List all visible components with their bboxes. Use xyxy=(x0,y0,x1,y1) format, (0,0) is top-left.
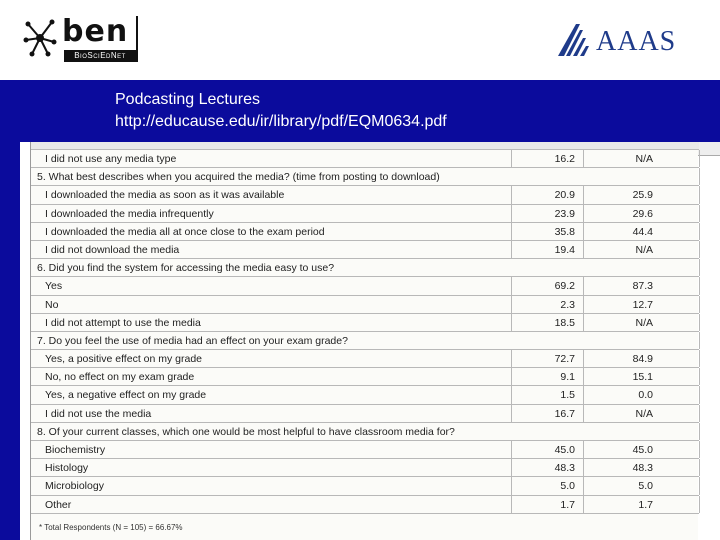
column-divider xyxy=(511,205,512,222)
column-divider xyxy=(583,496,584,513)
column-divider xyxy=(699,368,700,385)
column-divider xyxy=(511,386,512,403)
percent-users-value: 29.6 xyxy=(632,207,653,220)
column-divider xyxy=(699,477,700,494)
source-url: http://educause.edu/ir/library/pdf/EQM0634.pdf xyxy=(115,113,447,130)
percent-all-value: 20.9 xyxy=(554,189,575,202)
percent-users-value: 87.3 xyxy=(632,280,653,293)
survey-results-table xyxy=(30,142,698,540)
table-row xyxy=(31,296,699,314)
column-divider xyxy=(583,205,584,222)
table-row xyxy=(31,277,699,295)
column-divider xyxy=(511,368,512,385)
answer-label: No, no effect on my exam grade xyxy=(45,371,195,384)
column-divider xyxy=(583,386,584,403)
question-text: 5. What best describes when you acquired the media? (time from posting to download) xyxy=(37,171,440,184)
percent-users-value: 84.9 xyxy=(632,353,653,366)
column-divider xyxy=(699,259,700,276)
table-row xyxy=(31,405,699,423)
question-text: 7. Do you feel the use of media had an effect on your exam grade? xyxy=(37,334,348,347)
answer-label: I downloaded the media all at once close to the exam period xyxy=(45,225,325,238)
percent-all-value: 45.0 xyxy=(554,444,575,456)
table-row xyxy=(31,477,699,495)
column-divider xyxy=(583,459,584,476)
percent-users-value: 15.1 xyxy=(632,371,653,384)
answer-label: Yes, a negative effect on my grade xyxy=(45,389,207,402)
percent-users-value: 12.7 xyxy=(632,298,653,311)
percent-users-value: 5.0 xyxy=(638,480,653,493)
column-divider xyxy=(511,223,512,240)
aaas-logo xyxy=(556,22,676,58)
percent-users-value: N/A xyxy=(635,243,653,256)
percent-all-value: 9.1 xyxy=(560,371,575,384)
answer-label: I did not attempt to use the media xyxy=(45,316,201,329)
answer-label: I did not use the media xyxy=(45,407,152,420)
answer-label: I downloaded the media as soon as it was available xyxy=(45,189,285,202)
column-divider xyxy=(699,332,700,349)
column-divider xyxy=(583,223,584,240)
column-divider xyxy=(699,241,700,258)
ben-logo xyxy=(22,14,140,66)
column-divider xyxy=(699,277,700,294)
question-row xyxy=(31,423,699,441)
column-divider xyxy=(583,296,584,313)
column-divider xyxy=(583,405,584,422)
percent-all-value: 69.2 xyxy=(554,280,575,293)
column-divider xyxy=(511,241,512,258)
table-row xyxy=(31,386,699,404)
percent-all-value: 72.7 xyxy=(554,353,575,366)
column-divider xyxy=(511,296,512,313)
column-divider xyxy=(583,477,584,494)
table-row xyxy=(31,186,699,204)
column-divider xyxy=(583,441,584,458)
answer-label: No xyxy=(45,298,59,311)
question-row xyxy=(31,259,699,277)
ben-logo-subtitle: BioSciEdNet xyxy=(64,50,136,62)
slide-title: Podcasting Lectures xyxy=(115,91,260,108)
table-row xyxy=(31,350,699,368)
column-divider xyxy=(511,477,512,494)
percent-all-value: 48.3 xyxy=(554,462,575,475)
column-divider xyxy=(511,405,512,422)
percent-users-value: N/A xyxy=(635,316,653,329)
column-divider xyxy=(583,241,584,258)
column-divider xyxy=(583,368,584,385)
column-divider xyxy=(699,314,700,331)
answer-label: Biochemistry xyxy=(45,444,106,456)
percent-all-value: 1.7 xyxy=(560,498,575,511)
answer-label: I downloaded the media infrequently xyxy=(45,207,214,220)
column-divider xyxy=(699,223,700,240)
column-divider xyxy=(511,459,512,476)
column-divider xyxy=(699,168,700,185)
question-text: 8. Of your current classes, which one would be most helpful to have classroom media for? xyxy=(37,425,455,438)
percent-users-value: 44.4 xyxy=(632,225,653,238)
table-row xyxy=(31,368,699,386)
column-divider xyxy=(583,186,584,203)
column-divider xyxy=(699,405,700,422)
column-divider xyxy=(511,277,512,294)
percent-all-value: 16.7 xyxy=(554,407,575,420)
column-divider xyxy=(583,350,584,367)
table-footnote: * Total Respondents (N = 105) = 66.67% xyxy=(39,523,183,532)
column-divider xyxy=(699,350,700,367)
column-divider xyxy=(699,150,700,167)
table-row xyxy=(31,459,699,477)
percent-all-value: 1.5 xyxy=(560,389,575,402)
table-row xyxy=(31,314,699,332)
column-divider xyxy=(699,496,700,513)
column-divider xyxy=(699,186,700,203)
percent-users-value: 0.0 xyxy=(638,389,653,402)
percent-all-value: 5.0 xyxy=(560,480,575,493)
table-row xyxy=(31,496,699,514)
answer-label: Microbiology xyxy=(45,480,104,493)
column-divider xyxy=(511,350,512,367)
ben-logo-text: ben xyxy=(62,14,129,49)
column-divider xyxy=(699,386,700,403)
percent-users-value: 1.7 xyxy=(638,498,653,511)
scan-toolbar-remnant xyxy=(31,142,699,150)
percent-users-value: 48.3 xyxy=(632,462,653,475)
answer-label: Histology xyxy=(45,462,89,475)
percent-all-value: 23.9 xyxy=(554,207,575,220)
question-row xyxy=(31,168,699,186)
table-body xyxy=(31,150,699,514)
column-divider xyxy=(699,459,700,476)
column-divider xyxy=(583,277,584,294)
scan-edge xyxy=(698,142,720,156)
column-divider xyxy=(511,441,512,458)
answer-label: Yes xyxy=(45,280,63,293)
column-divider xyxy=(511,314,512,331)
table-row xyxy=(31,223,699,241)
percent-all-value: 16.2 xyxy=(554,153,575,165)
column-divider xyxy=(699,441,700,458)
question-text: 6. Did you find the system for accessing the media easy to use? xyxy=(37,262,335,275)
column-divider xyxy=(583,150,584,167)
percent-users-value: 45.0 xyxy=(632,444,653,456)
table-row xyxy=(31,441,699,459)
column-divider xyxy=(583,314,584,331)
percent-all-value: 2.3 xyxy=(560,298,575,311)
percent-all-value: 18.5 xyxy=(554,316,575,329)
column-divider xyxy=(699,423,700,440)
network-icon xyxy=(22,18,58,58)
percent-users-value: N/A xyxy=(635,153,653,165)
left-accent-strip xyxy=(0,142,20,540)
percent-users-value: N/A xyxy=(635,407,653,420)
column-divider xyxy=(699,296,700,313)
answer-label: Other xyxy=(45,498,72,511)
percent-all-value: 35.8 xyxy=(554,225,575,238)
answer-label: Yes, a positive effect on my grade xyxy=(45,353,203,366)
title-banner xyxy=(0,80,720,142)
percent-users-value: 25.9 xyxy=(632,189,653,202)
table-row xyxy=(31,205,699,223)
percent-all-value: 19.4 xyxy=(554,243,575,256)
question-row xyxy=(31,332,699,350)
column-divider xyxy=(511,186,512,203)
answer-label: I did not download the media xyxy=(45,243,180,256)
column-divider xyxy=(511,496,512,513)
table-row xyxy=(31,150,699,168)
column-divider xyxy=(511,150,512,167)
table-row xyxy=(31,241,699,259)
aaas-emblem-icon xyxy=(556,22,594,58)
answer-label: I did not use any media type xyxy=(45,153,177,165)
column-divider xyxy=(699,205,700,222)
ben-logo-divider xyxy=(136,16,138,62)
aaas-logo-text: AAAS xyxy=(596,26,677,57)
